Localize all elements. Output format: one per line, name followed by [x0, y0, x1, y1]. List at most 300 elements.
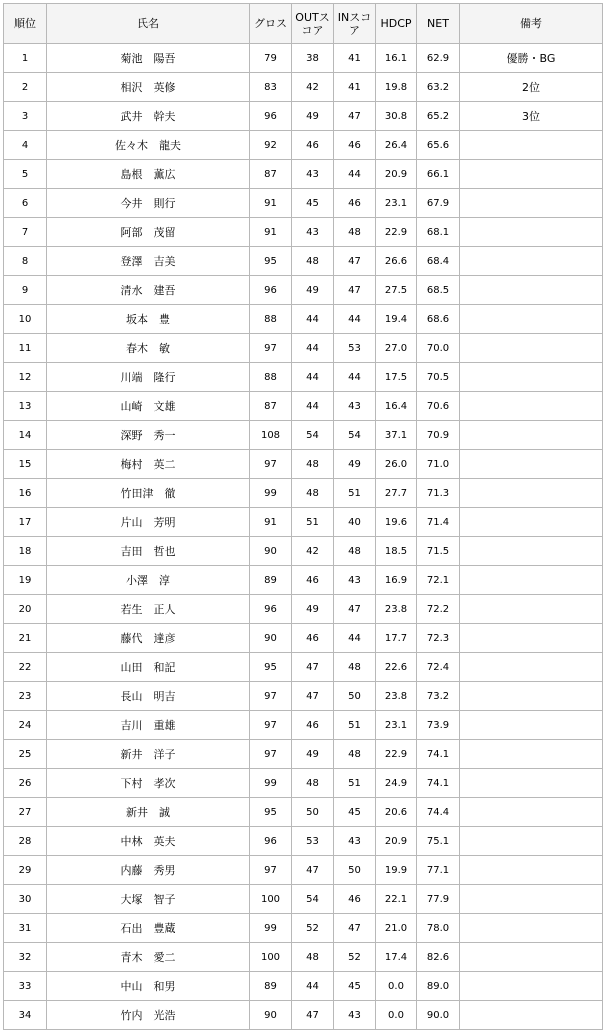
cell-gross: 90	[250, 1001, 292, 1030]
cell-in-score: 49	[334, 450, 376, 479]
cell-hdcp: 23.8	[376, 595, 417, 624]
cell-name: 深野 秀一	[47, 421, 250, 450]
cell-note	[460, 1001, 603, 1030]
cell-out-score: 46	[292, 624, 334, 653]
table-row	[4, 624, 603, 653]
cell-hdcp: 19.6	[376, 508, 417, 537]
cell-net: 71.4	[417, 508, 460, 537]
cell-note: 3位	[460, 102, 603, 131]
cell-rank: 8	[4, 247, 47, 276]
cell-gross: 90	[250, 537, 292, 566]
cell-rank: 4	[4, 131, 47, 160]
cell-gross: 92	[250, 131, 292, 160]
cell-in-score: 44	[334, 160, 376, 189]
header-note: 備考	[460, 4, 603, 44]
cell-gross: 97	[250, 334, 292, 363]
cell-net: 66.1	[417, 160, 460, 189]
cell-hdcp: 18.5	[376, 537, 417, 566]
cell-out-score: 43	[292, 218, 334, 247]
cell-rank: 34	[4, 1001, 47, 1030]
cell-hdcp: 37.1	[376, 421, 417, 450]
cell-in-score: 43	[334, 566, 376, 595]
cell-note	[460, 653, 603, 682]
cell-net: 82.6	[417, 943, 460, 972]
cell-net: 90.0	[417, 1001, 460, 1030]
cell-gross: 99	[250, 479, 292, 508]
cell-hdcp: 27.5	[376, 276, 417, 305]
table-row	[4, 479, 603, 508]
cell-name: 竹田津 徹	[47, 479, 250, 508]
cell-net: 75.1	[417, 827, 460, 856]
cell-rank: 28	[4, 827, 47, 856]
cell-out-score: 47	[292, 682, 334, 711]
cell-name: 阿部 茂留	[47, 218, 250, 247]
cell-net: 72.3	[417, 624, 460, 653]
cell-hdcp: 30.8	[376, 102, 417, 131]
cell-net: 72.4	[417, 653, 460, 682]
cell-rank: 31	[4, 914, 47, 943]
cell-out-score: 44	[292, 305, 334, 334]
cell-hdcp: 17.4	[376, 943, 417, 972]
cell-rank: 1	[4, 44, 47, 73]
cell-note	[460, 856, 603, 885]
cell-in-score: 47	[334, 914, 376, 943]
cell-out-score: 45	[292, 189, 334, 218]
cell-gross: 87	[250, 160, 292, 189]
cell-note	[460, 624, 603, 653]
cell-rank: 16	[4, 479, 47, 508]
cell-name: 春木 敏	[47, 334, 250, 363]
table-row	[4, 943, 603, 972]
cell-note: 優勝・BG	[460, 44, 603, 73]
cell-name: 今井 則行	[47, 189, 250, 218]
cell-gross: 91	[250, 189, 292, 218]
cell-gross: 100	[250, 885, 292, 914]
cell-note	[460, 421, 603, 450]
cell-out-score: 47	[292, 653, 334, 682]
header-out-score: OUTスコア	[292, 4, 334, 44]
cell-in-score: 50	[334, 682, 376, 711]
cell-rank: 25	[4, 740, 47, 769]
cell-note	[460, 479, 603, 508]
cell-in-score: 44	[334, 624, 376, 653]
cell-out-score: 42	[292, 73, 334, 102]
cell-out-score: 48	[292, 769, 334, 798]
table-row	[4, 1001, 603, 1030]
cell-out-score: 49	[292, 595, 334, 624]
cell-out-score: 50	[292, 798, 334, 827]
cell-name: 内藤 秀男	[47, 856, 250, 885]
cell-net: 77.9	[417, 885, 460, 914]
table-row	[4, 537, 603, 566]
cell-out-score: 42	[292, 537, 334, 566]
cell-out-score: 46	[292, 711, 334, 740]
cell-gross: 87	[250, 392, 292, 421]
cell-hdcp: 17.5	[376, 363, 417, 392]
cell-out-score: 47	[292, 1001, 334, 1030]
cell-rank: 30	[4, 885, 47, 914]
cell-gross: 91	[250, 508, 292, 537]
cell-gross: 97	[250, 711, 292, 740]
cell-note	[460, 305, 603, 334]
cell-note	[460, 276, 603, 305]
cell-hdcp: 27.0	[376, 334, 417, 363]
cell-name: 島根 薫広	[47, 160, 250, 189]
cell-out-score: 43	[292, 160, 334, 189]
cell-net: 70.9	[417, 421, 460, 450]
cell-hdcp: 22.1	[376, 885, 417, 914]
cell-net: 70.5	[417, 363, 460, 392]
cell-name: 菊池 陽吾	[47, 44, 250, 73]
cell-hdcp: 21.0	[376, 914, 417, 943]
cell-note	[460, 798, 603, 827]
cell-name: 青木 愛二	[47, 943, 250, 972]
cell-name: 相沢 英修	[47, 73, 250, 102]
table-row	[4, 566, 603, 595]
cell-rank: 12	[4, 363, 47, 392]
cell-name: 中林 英夫	[47, 827, 250, 856]
table-row	[4, 160, 603, 189]
cell-rank: 26	[4, 769, 47, 798]
cell-in-score: 51	[334, 479, 376, 508]
table-row	[4, 885, 603, 914]
cell-gross: 90	[250, 624, 292, 653]
cell-in-score: 48	[334, 537, 376, 566]
cell-rank: 33	[4, 972, 47, 1001]
cell-note	[460, 363, 603, 392]
cell-net: 68.4	[417, 247, 460, 276]
cell-note	[460, 131, 603, 160]
cell-rank: 9	[4, 276, 47, 305]
cell-in-score: 41	[334, 73, 376, 102]
cell-rank: 19	[4, 566, 47, 595]
cell-gross: 88	[250, 363, 292, 392]
cell-hdcp: 23.1	[376, 711, 417, 740]
cell-rank: 27	[4, 798, 47, 827]
cell-in-score: 45	[334, 798, 376, 827]
cell-gross: 100	[250, 943, 292, 972]
cell-note	[460, 160, 603, 189]
cell-in-score: 40	[334, 508, 376, 537]
cell-gross: 96	[250, 276, 292, 305]
table-row	[4, 421, 603, 450]
cell-net: 70.6	[417, 392, 460, 421]
cell-hdcp: 26.0	[376, 450, 417, 479]
cell-net: 73.9	[417, 711, 460, 740]
cell-hdcp: 16.4	[376, 392, 417, 421]
cell-gross: 95	[250, 798, 292, 827]
table-row	[4, 44, 603, 73]
header-rank: 順位	[4, 4, 47, 44]
cell-note	[460, 508, 603, 537]
cell-rank: 6	[4, 189, 47, 218]
cell-out-score: 46	[292, 566, 334, 595]
cell-hdcp: 20.9	[376, 827, 417, 856]
cell-rank: 17	[4, 508, 47, 537]
cell-hdcp: 16.1	[376, 44, 417, 73]
cell-rank: 32	[4, 943, 47, 972]
cell-note	[460, 450, 603, 479]
cell-rank: 7	[4, 218, 47, 247]
cell-out-score: 51	[292, 508, 334, 537]
cell-out-score: 48	[292, 943, 334, 972]
table-row	[4, 798, 603, 827]
cell-out-score: 38	[292, 44, 334, 73]
cell-in-score: 46	[334, 189, 376, 218]
cell-name: 梅村 英二	[47, 450, 250, 479]
table-row	[4, 856, 603, 885]
cell-net: 63.2	[417, 73, 460, 102]
cell-net: 67.9	[417, 189, 460, 218]
cell-hdcp: 27.7	[376, 479, 417, 508]
cell-note	[460, 595, 603, 624]
cell-out-score: 47	[292, 856, 334, 885]
cell-out-score: 48	[292, 450, 334, 479]
cell-name: 長山 明吉	[47, 682, 250, 711]
cell-gross: 79	[250, 44, 292, 73]
cell-net: 65.6	[417, 131, 460, 160]
cell-out-score: 54	[292, 885, 334, 914]
table-row	[4, 305, 603, 334]
cell-note	[460, 392, 603, 421]
cell-name: 下村 孝次	[47, 769, 250, 798]
cell-hdcp: 26.6	[376, 247, 417, 276]
cell-hdcp: 22.6	[376, 653, 417, 682]
cell-gross: 89	[250, 566, 292, 595]
cell-out-score: 44	[292, 334, 334, 363]
cell-note	[460, 914, 603, 943]
cell-gross: 96	[250, 827, 292, 856]
cell-out-score: 52	[292, 914, 334, 943]
cell-name: 大塚 智子	[47, 885, 250, 914]
cell-note	[460, 740, 603, 769]
table-row	[4, 972, 603, 1001]
cell-gross: 83	[250, 73, 292, 102]
cell-name: 中山 和男	[47, 972, 250, 1001]
cell-hdcp: 19.4	[376, 305, 417, 334]
cell-in-score: 45	[334, 972, 376, 1001]
table-row	[4, 914, 603, 943]
cell-in-score: 43	[334, 392, 376, 421]
cell-note	[460, 566, 603, 595]
table-row	[4, 769, 603, 798]
table-row	[4, 740, 603, 769]
cell-note	[460, 769, 603, 798]
cell-name: 藤代 達彦	[47, 624, 250, 653]
cell-gross: 96	[250, 595, 292, 624]
cell-name: 若生 正人	[47, 595, 250, 624]
results-table	[3, 3, 603, 1030]
cell-net: 74.1	[417, 740, 460, 769]
cell-out-score: 46	[292, 131, 334, 160]
cell-out-score: 53	[292, 827, 334, 856]
header-row	[4, 4, 603, 44]
cell-net: 74.1	[417, 769, 460, 798]
cell-net: 68.6	[417, 305, 460, 334]
cell-gross: 108	[250, 421, 292, 450]
cell-in-score: 48	[334, 740, 376, 769]
table-row	[4, 334, 603, 363]
cell-name: 吉田 哲也	[47, 537, 250, 566]
cell-gross: 97	[250, 450, 292, 479]
cell-note	[460, 972, 603, 1001]
cell-rank: 13	[4, 392, 47, 421]
cell-hdcp: 0.0	[376, 1001, 417, 1030]
cell-rank: 10	[4, 305, 47, 334]
cell-name: 川端 隆行	[47, 363, 250, 392]
cell-in-score: 47	[334, 595, 376, 624]
cell-net: 73.2	[417, 682, 460, 711]
cell-rank: 2	[4, 73, 47, 102]
header-name: 氏名	[47, 4, 250, 44]
cell-hdcp: 23.8	[376, 682, 417, 711]
table-row	[4, 102, 603, 131]
cell-name: 小澤 淳	[47, 566, 250, 595]
cell-rank: 29	[4, 856, 47, 885]
cell-gross: 89	[250, 972, 292, 1001]
cell-rank: 3	[4, 102, 47, 131]
cell-gross: 99	[250, 914, 292, 943]
cell-in-score: 41	[334, 44, 376, 73]
cell-out-score: 44	[292, 392, 334, 421]
cell-in-score: 51	[334, 769, 376, 798]
cell-in-score: 50	[334, 856, 376, 885]
cell-note	[460, 247, 603, 276]
table-row	[4, 711, 603, 740]
cell-net: 71.0	[417, 450, 460, 479]
cell-hdcp: 23.1	[376, 189, 417, 218]
cell-in-score: 48	[334, 218, 376, 247]
cell-gross: 97	[250, 856, 292, 885]
cell-note	[460, 334, 603, 363]
table-row	[4, 363, 603, 392]
cell-rank: 20	[4, 595, 47, 624]
cell-net: 89.0	[417, 972, 460, 1001]
cell-note	[460, 537, 603, 566]
cell-note	[460, 218, 603, 247]
cell-name: 竹内 光浩	[47, 1001, 250, 1030]
cell-in-score: 47	[334, 102, 376, 131]
cell-hdcp: 19.8	[376, 73, 417, 102]
table-row	[4, 218, 603, 247]
cell-in-score: 51	[334, 711, 376, 740]
table-row	[4, 653, 603, 682]
cell-net: 65.2	[417, 102, 460, 131]
cell-net: 74.4	[417, 798, 460, 827]
cell-net: 71.3	[417, 479, 460, 508]
cell-rank: 22	[4, 653, 47, 682]
table-row	[4, 392, 603, 421]
table-row	[4, 450, 603, 479]
cell-net: 70.0	[417, 334, 460, 363]
cell-in-score: 46	[334, 131, 376, 160]
cell-in-score: 47	[334, 247, 376, 276]
cell-name: 山崎 文雄	[47, 392, 250, 421]
cell-net: 78.0	[417, 914, 460, 943]
cell-in-score: 44	[334, 305, 376, 334]
cell-gross: 96	[250, 102, 292, 131]
cell-out-score: 54	[292, 421, 334, 450]
cell-name: 吉川 重雄	[47, 711, 250, 740]
cell-in-score: 44	[334, 363, 376, 392]
cell-note	[460, 711, 603, 740]
table-row	[4, 682, 603, 711]
cell-name: 片山 芳明	[47, 508, 250, 537]
cell-hdcp: 20.6	[376, 798, 417, 827]
cell-out-score: 49	[292, 102, 334, 131]
cell-net: 68.5	[417, 276, 460, 305]
cell-name: 清水 建吾	[47, 276, 250, 305]
cell-name: 坂本 豊	[47, 305, 250, 334]
header-hdcp: HDCP	[376, 4, 417, 44]
results-body	[4, 44, 603, 1030]
cell-in-score: 52	[334, 943, 376, 972]
table-row	[4, 73, 603, 102]
cell-name: 新井 誠	[47, 798, 250, 827]
cell-gross: 97	[250, 682, 292, 711]
cell-hdcp: 24.9	[376, 769, 417, 798]
cell-rank: 21	[4, 624, 47, 653]
cell-net: 72.1	[417, 566, 460, 595]
cell-out-score: 48	[292, 479, 334, 508]
cell-note	[460, 189, 603, 218]
table-row	[4, 189, 603, 218]
cell-net: 77.1	[417, 856, 460, 885]
cell-gross: 91	[250, 218, 292, 247]
cell-gross: 88	[250, 305, 292, 334]
cell-hdcp: 19.9	[376, 856, 417, 885]
cell-name: 新井 洋子	[47, 740, 250, 769]
cell-rank: 15	[4, 450, 47, 479]
cell-hdcp: 22.9	[376, 218, 417, 247]
cell-rank: 14	[4, 421, 47, 450]
cell-gross: 95	[250, 653, 292, 682]
cell-rank: 5	[4, 160, 47, 189]
table-row	[4, 508, 603, 537]
cell-hdcp: 22.9	[376, 740, 417, 769]
table-row	[4, 827, 603, 856]
header-in-score: INスコア	[334, 4, 376, 44]
cell-in-score: 43	[334, 827, 376, 856]
cell-hdcp: 26.4	[376, 131, 417, 160]
cell-name: 佐々木 龍夫	[47, 131, 250, 160]
cell-name: 山田 和記	[47, 653, 250, 682]
table-row	[4, 595, 603, 624]
cell-note	[460, 885, 603, 914]
table-row	[4, 247, 603, 276]
cell-name: 武井 幹夫	[47, 102, 250, 131]
cell-name: 登澤 吉美	[47, 247, 250, 276]
cell-gross: 97	[250, 740, 292, 769]
cell-net: 72.2	[417, 595, 460, 624]
cell-out-score: 44	[292, 972, 334, 1001]
cell-in-score: 43	[334, 1001, 376, 1030]
cell-out-score: 44	[292, 363, 334, 392]
cell-hdcp: 16.9	[376, 566, 417, 595]
cell-in-score: 53	[334, 334, 376, 363]
cell-name: 石出 豊蔵	[47, 914, 250, 943]
cell-net: 62.9	[417, 44, 460, 73]
cell-rank: 23	[4, 682, 47, 711]
cell-out-score: 49	[292, 276, 334, 305]
header-net: NET	[417, 4, 460, 44]
cell-net: 71.5	[417, 537, 460, 566]
cell-in-score: 47	[334, 276, 376, 305]
cell-hdcp: 17.7	[376, 624, 417, 653]
cell-in-score: 54	[334, 421, 376, 450]
cell-rank: 24	[4, 711, 47, 740]
cell-rank: 18	[4, 537, 47, 566]
